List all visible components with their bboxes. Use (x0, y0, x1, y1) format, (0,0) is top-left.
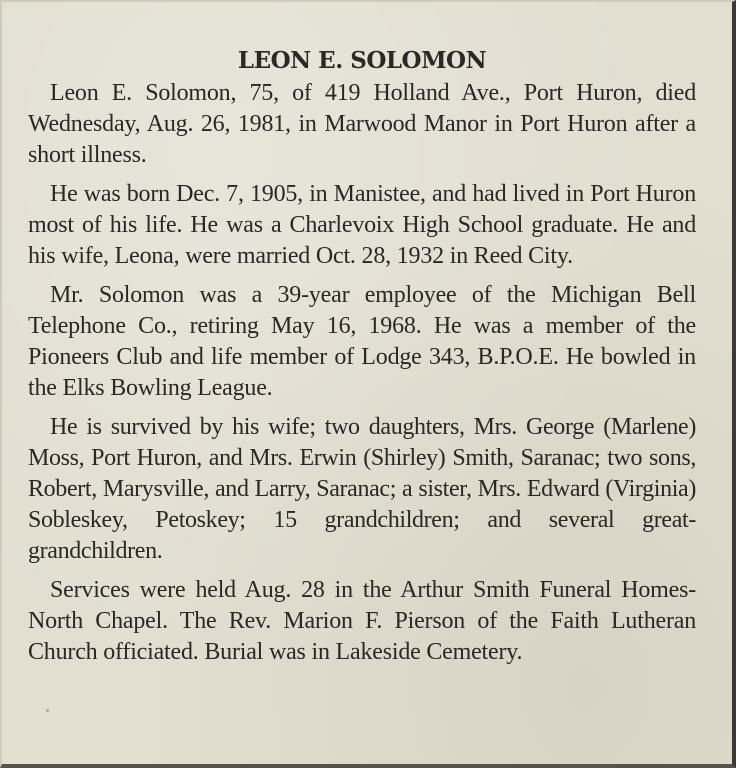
obituary-paragraph-services: Services were held Aug. 28 in the Arthur Smith Funeral Homes-North Chapel. The Rev. Marion F. Pierson of the Faith Lutheran Church officiated. Burial was in Lakeside Cemetery. (28, 577, 696, 665)
obituary-paragraph-survivors: He is survived by his wife; two daughters, Mrs. George (Marlene) Moss, Port Huron, and Mrs. Erwin (Shirley) Smith, Saranac; two sons, Robert, Marysville, and Larry, Saranac; a sister, Mrs. Edward (Virginia) Sobleskey, Petoskey; 15 grandchildren; and several great-grandchildren. (28, 414, 696, 564)
obituary-headline: LEON E. SOLOMON (237, 47, 487, 74)
obituary-paragraph-death: Leon E. Solomon, 75, of 419 Holland Ave., Port Huron, died Wednesday, Aug. 26, 1981, in Marwood Manor in Port Huron after a short illness. (28, 80, 696, 168)
obituary-article (28, 46, 696, 676)
obituary-paragraph-biography: He was born Dec. 7, 1905, in Manistee, and had lived in Port Huron most of his life. He was a Charlevoix High School graduate. He and his wife, Leona, were married Oct. 28, 1932 in Reed City. (28, 181, 696, 269)
obituary-paragraph-career: Mr. Solomon was a 39-year employee of the Michigan Bell Telephone Co., retiring May 16, 1968. He was a member of the Pioneers Club and life member of Lodge 343, B.P.O.E. He bowled in the Elks Bowling League. (28, 282, 696, 401)
paper-speck (46, 709, 49, 712)
